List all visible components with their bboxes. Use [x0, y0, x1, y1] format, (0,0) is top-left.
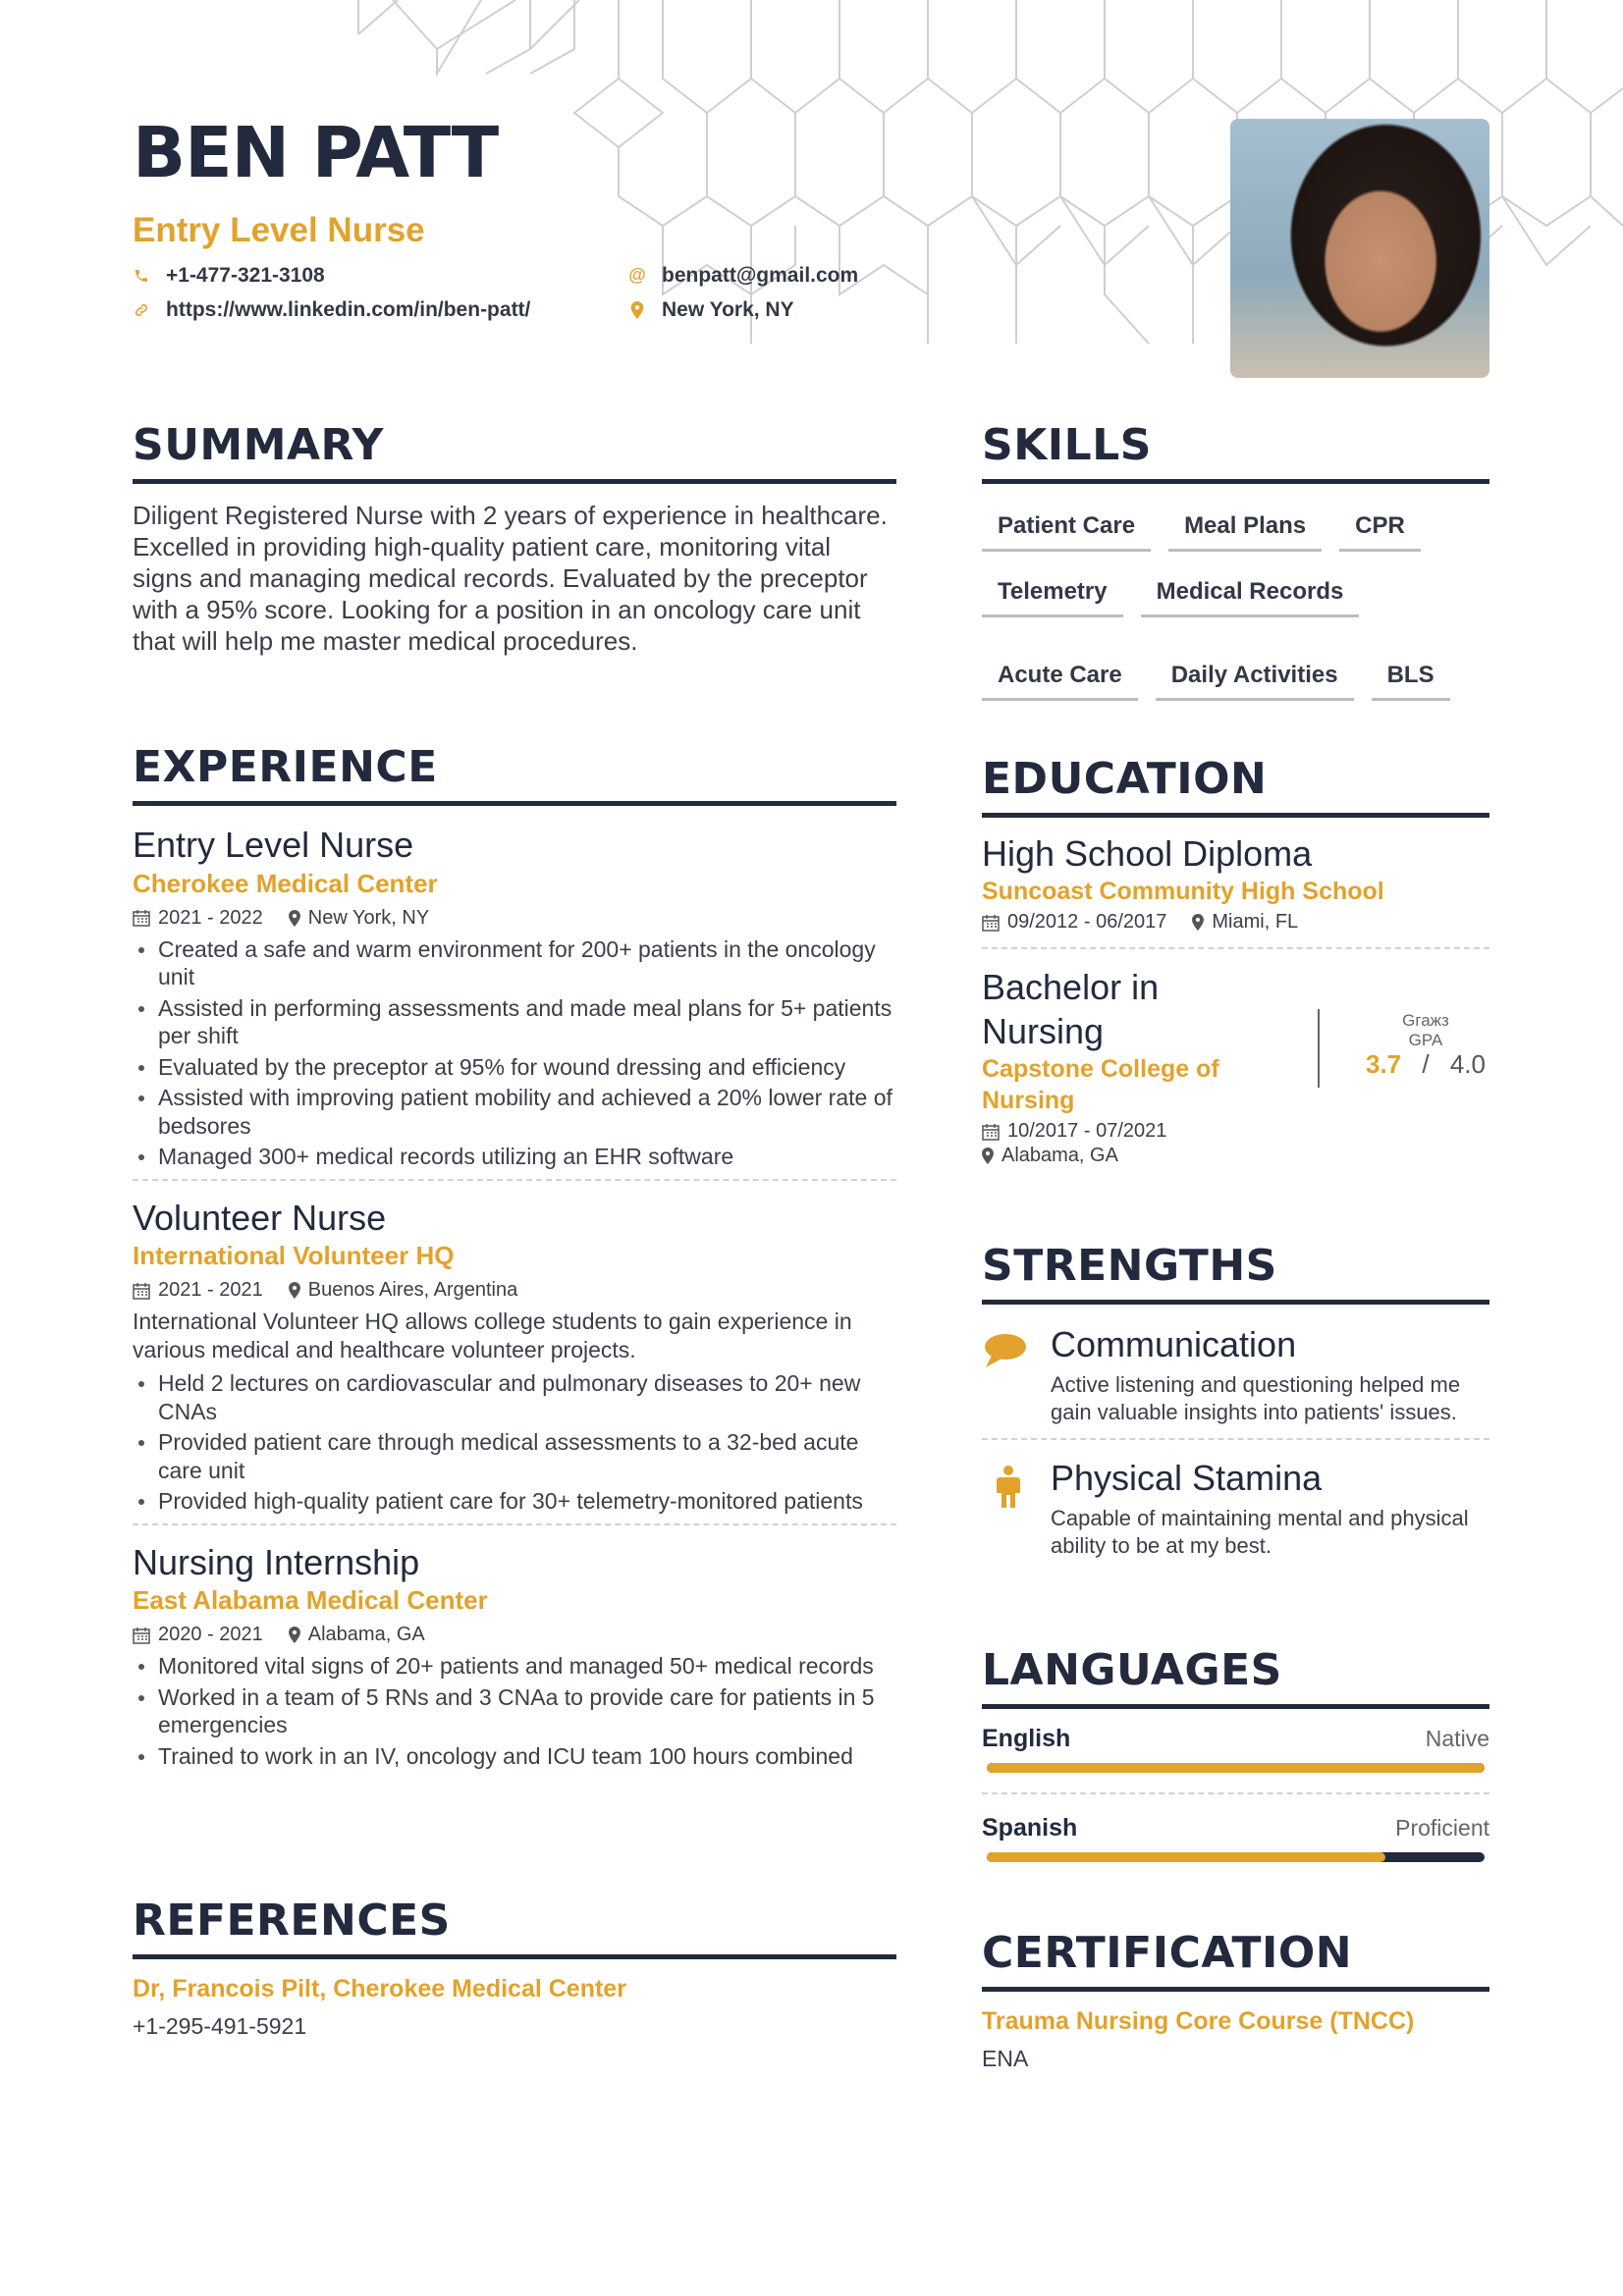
candidate-headline: Entry Level Nurse	[133, 211, 425, 249]
section-title-skills: SKILLS	[982, 420, 1152, 470]
proficiency-fill	[987, 1852, 1385, 1862]
summary-text: Diligent Registered Nurse with 2 years of experience in healthcare. Excelled in providing high-quality patient care, monitoring vital signs and managing medical records. Evaluated by the preceptor with a 95% score. Looking for a position in an oncology care unit that will help me master medical procedures.	[133, 501, 888, 656]
job-location: New York, NY	[307, 906, 430, 929]
section-divider	[982, 479, 1489, 484]
job-dates: 2021 - 2021	[158, 1279, 263, 1302]
item-divider	[133, 1523, 896, 1525]
bullet-item: Monitored vital signs of 20+ patients and managed 50+ medical records	[133, 1652, 896, 1681]
skill-tag: Meal Plans	[1168, 504, 1322, 552]
language-level: Native	[1425, 1726, 1489, 1751]
phone-text: +1-477-321-3108	[166, 263, 325, 287]
education-location-row	[982, 1145, 1489, 1167]
bullet-item: Evaluated by the preceptor at 95% for wound dressing and efficiency	[133, 1053, 896, 1082]
gpa-separator: /	[1422, 1049, 1430, 1079]
contact-linkedin[interactable]	[133, 297, 628, 322]
bullet-item: Managed 300+ medical records utilizing an EHR software	[133, 1143, 896, 1171]
section-divider	[133, 801, 896, 806]
strength-item	[982, 1458, 1489, 1560]
education-location: Alabama, GA	[1001, 1145, 1118, 1166]
education-item	[982, 965, 1489, 1167]
item-divider	[133, 1179, 896, 1181]
speech-bubble-icon	[982, 1324, 1051, 1426]
gpa-value: 3.7	[1365, 1049, 1402, 1079]
skill-tag: Daily Activities	[1156, 653, 1354, 701]
skill-tag: Medical Records	[1141, 569, 1360, 617]
map-pin-icon	[289, 1282, 300, 1299]
languages-section	[982, 1645, 1489, 1862]
section-title-references: REFERENCES	[133, 1896, 451, 1946]
map-pin-icon	[289, 1627, 300, 1643]
gpa-label: GPA	[1408, 1031, 1443, 1049]
job-bullets	[133, 1369, 896, 1516]
education-degree: Bachelor in Nursing	[982, 967, 1160, 1051]
contact-info	[133, 263, 1213, 322]
section-divider	[982, 813, 1489, 818]
certification-issuer: ENA	[982, 2046, 1029, 2071]
bullet-item: Assisted with improving patient mobility and achieved a 20% lower rate of bedsores	[133, 1084, 896, 1140]
language-item	[982, 1814, 1489, 1862]
profile-photo	[1230, 119, 1489, 378]
person-icon	[982, 1458, 1051, 1560]
gpa-caption: Gгажз	[1402, 1011, 1449, 1030]
gpa-block	[1352, 1010, 1499, 1079]
map-pin-icon	[982, 1148, 994, 1164]
education-school: Capstone College of Nursing	[982, 1055, 1219, 1114]
skill-tag: CPR	[1339, 504, 1421, 552]
job-dates: 2021 - 2022	[158, 906, 263, 929]
email-text: benpatt@gmail.com	[662, 263, 859, 287]
gpa-divider	[1318, 1009, 1320, 1088]
bullet-item: Assisted in performing assessments and made meal plans for 5+ patients per shift	[133, 994, 896, 1050]
education-meta	[982, 911, 1489, 934]
job-location: Alabama, GA	[307, 1624, 425, 1646]
education-degree: High School Diploma	[982, 833, 1313, 874]
calendar-icon	[133, 909, 150, 927]
skill-tag: Telemetry	[982, 569, 1123, 617]
section-title-summary: SUMMARY	[133, 420, 384, 470]
bullet-item: Provided patient care through medical assessments to a 32-bed acute care unit	[133, 1428, 896, 1484]
location-text: New York, NY	[662, 297, 794, 321]
experience-item	[133, 1199, 896, 1516]
map-pin-icon	[1192, 914, 1204, 931]
education-location: Miami, FL	[1212, 911, 1299, 933]
gpa-max: 4.0	[1449, 1049, 1486, 1079]
map-pin-icon	[289, 910, 300, 927]
strength-item	[982, 1324, 1489, 1426]
calendar-icon	[133, 1282, 150, 1300]
contact-email[interactable]	[628, 263, 923, 288]
job-meta	[133, 1279, 896, 1302]
section-divider	[133, 1954, 896, 1959]
job-title: Nursing Internship	[133, 1541, 420, 1582]
bullet-item: Worked in a team of 5 RNs and 3 CNAa to provide care for patients in 5 emergencies	[133, 1683, 896, 1739]
section-title-strengths: STRENGTHS	[982, 1241, 1277, 1291]
job-meta	[133, 907, 896, 930]
linkedin-text: https://www.linkedin.com/in/ben-patt/	[166, 297, 531, 321]
strength-title: Physical Stamina	[1051, 1458, 1323, 1498]
summary-section	[133, 420, 896, 657]
language-name: English	[982, 1725, 1071, 1752]
education-section	[982, 754, 1489, 1167]
contact-location	[628, 297, 923, 322]
job-title: Entry Level Nurse	[133, 825, 414, 865]
job-meta	[133, 1624, 896, 1646]
bullet-item: Held 2 lectures on cardiovascular and pulmonary diseases to 20+ new CNAs	[133, 1369, 896, 1425]
section-divider	[982, 1300, 1489, 1305]
reference-name: Dr, Francois Pilt, Cherokee Medical Center	[133, 1975, 626, 2002]
experience-item	[133, 1543, 896, 1771]
section-title-languages: LANGUAGES	[982, 1645, 1282, 1695]
education-item	[982, 831, 1489, 934]
section-title-experience: EXPERIENCE	[133, 742, 438, 792]
link-icon	[133, 301, 150, 319]
skills-list	[982, 504, 1489, 701]
section-divider	[982, 1987, 1489, 1992]
education-dates-row	[982, 1120, 1489, 1143]
skills-section	[982, 420, 1489, 701]
calendar-icon	[982, 914, 1000, 932]
language-proficiency-bar	[987, 1852, 1485, 1862]
strength-description: Capable of maintaining mental and physical ability to be at my best.	[1051, 1506, 1469, 1558]
calendar-icon	[133, 1627, 150, 1644]
job-title: Volunteer Nurse	[133, 1197, 387, 1238]
candidate-name: BEN PATT	[133, 112, 499, 193]
language-item	[982, 1725, 1489, 1773]
education-dates: 09/2012 - 06/2017	[1007, 911, 1167, 933]
bullet-item: Created a safe and warm environment for 200+ patients in the oncology unit	[133, 935, 896, 991]
skill-tag: Acute Care	[982, 653, 1138, 701]
job-bullets	[133, 1652, 896, 1770]
job-bullets	[133, 935, 896, 1171]
item-divider	[982, 1792, 1489, 1794]
resume-header	[133, 112, 1213, 322]
calendar-icon	[982, 1123, 1000, 1141]
item-divider	[982, 1438, 1489, 1440]
job-description: International Volunteer HQ allows college students to gain experience in various medical and healthcare volunteer projects.	[133, 1308, 852, 1362]
section-divider	[982, 1704, 1489, 1709]
map-pin-icon	[628, 301, 646, 319]
certification-section	[982, 1928, 1489, 2072]
certification-name: Trauma Nursing Core Course (TNCC)	[982, 2007, 1415, 2035]
gpa-score	[1352, 1049, 1499, 1079]
language-level: Proficient	[1395, 1815, 1489, 1841]
at-sign-icon: @	[628, 265, 646, 285]
item-divider	[982, 947, 1489, 949]
education-school: Suncoast Community High School	[982, 878, 1384, 905]
strengths-section	[982, 1241, 1489, 1560]
education-dates: 10/2017 - 07/2021	[1007, 1120, 1167, 1142]
section-title-education: EDUCATION	[982, 754, 1268, 804]
language-proficiency-bar	[987, 1763, 1485, 1773]
bullet-item: Trained to work in an IV, oncology and ICU team 100 hours combined	[133, 1742, 896, 1771]
section-title-certification: CERTIFICATION	[982, 1928, 1353, 1978]
references-section	[133, 1896, 896, 2040]
job-company: Cherokee Medical Center	[133, 868, 438, 898]
strength-description: Active listening and questioning helped me gain valuable insights into patients' issues.	[1051, 1372, 1461, 1424]
job-company: International Volunteer HQ	[133, 1241, 455, 1271]
language-name: Spanish	[982, 1814, 1078, 1842]
experience-item	[133, 826, 896, 1171]
experience-section	[133, 742, 896, 1773]
job-dates: 2020 - 2021	[158, 1624, 263, 1646]
job-location: Buenos Aires, Argentina	[307, 1279, 518, 1302]
strength-title: Communication	[1051, 1324, 1297, 1364]
contact-phone[interactable]	[133, 263, 628, 288]
phone-icon	[133, 267, 150, 285]
skill-tag: BLS	[1372, 653, 1450, 701]
bullet-item: Provided high-quality patient care for 30+ telemetry-monitored patients	[133, 1487, 896, 1516]
section-divider	[133, 479, 896, 484]
skill-tag: Patient Care	[982, 504, 1151, 552]
reference-phone: +1-295-491-5921	[133, 2013, 307, 2039]
proficiency-fill	[987, 1763, 1485, 1773]
job-company: East Alabama Medical Center	[133, 1585, 488, 1616]
